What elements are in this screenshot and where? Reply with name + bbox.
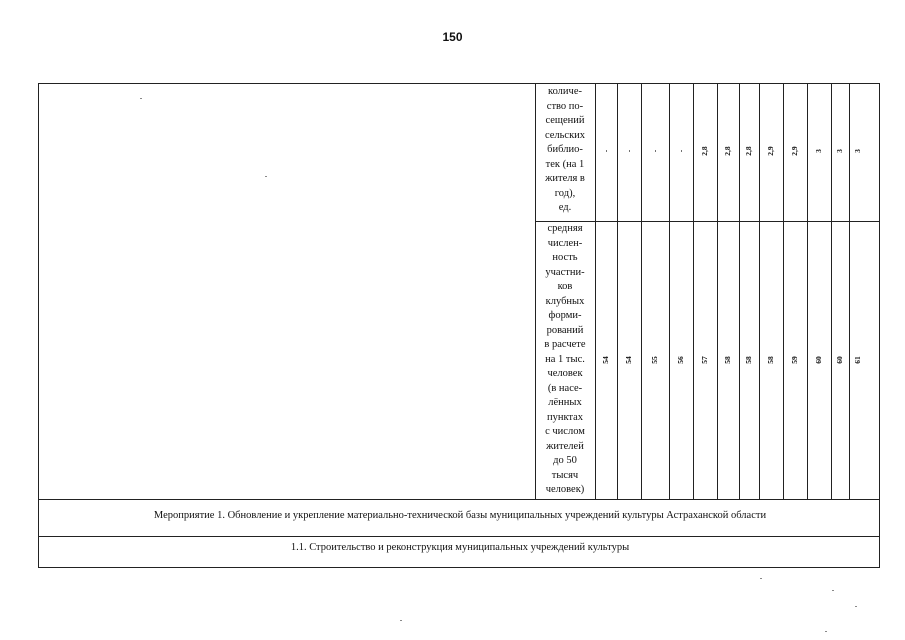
event-title: Мероприятие 1. Обновление и укрепление материально-технической базы муниципальных учреждений культуры Астраханской области [153, 510, 767, 521]
indicator-label: средняя числен- ность участни- ков клубных форми- рований в расчете на 1 тыс. человек (в насе- лённых пунктах с числом жителей до 50 тысяч человек) [544, 223, 586, 495]
table-cell-value: 58 [723, 356, 732, 364]
page-number: 150 [442, 30, 463, 44]
scan-speck [832, 590, 834, 591]
table-cell-value: 3 [835, 149, 844, 153]
table-cell-value: 60 [835, 356, 844, 364]
table-cell-value: 54 [601, 356, 610, 364]
table-cell-value: 54 [624, 356, 633, 364]
column-divider [693, 83, 694, 500]
scan-speck [855, 606, 857, 607]
table-cell-value: 58 [744, 356, 753, 364]
table-cell-value: 2,8 [700, 146, 709, 156]
column-divider [717, 83, 718, 500]
column-divider [783, 83, 784, 500]
column-divider [759, 83, 760, 500]
scan-speck [400, 620, 402, 621]
table-cell-value: 58 [766, 356, 775, 364]
table-cell-value: 57 [700, 356, 709, 364]
table-cell-value: - [601, 149, 610, 153]
table-cell-value: 2,9 [790, 146, 799, 156]
scan-speck [265, 176, 267, 177]
column-divider [669, 83, 670, 500]
table-cell-value: - [624, 149, 633, 153]
column-divider [849, 83, 850, 500]
column-divider [807, 83, 808, 500]
table-cell-value: 59 [790, 356, 799, 364]
indicator-name [536, 85, 594, 216]
table-cell-value: 3 [814, 149, 823, 153]
table-cell-value: 2,8 [744, 146, 753, 156]
table-cell-value: 55 [650, 356, 659, 364]
table-cell-value: 61 [853, 356, 862, 364]
column-divider [739, 83, 740, 500]
scan-speck [140, 98, 142, 99]
scan-speck [760, 578, 762, 579]
column-divider [617, 83, 618, 500]
column-divider [595, 83, 596, 500]
table-cell-value: 56 [676, 356, 685, 364]
table-cell-value: 3 [853, 149, 862, 153]
subsection-title: 1.1. Строительство и реконструкция муниципальных учреждений культуры [290, 542, 630, 553]
indicator-label: количе- ство по- сещений сельских библио- тек (на 1 жителя в год), ед. [544, 86, 586, 213]
column-divider [641, 83, 642, 500]
table-cell-value: 60 [814, 356, 823, 364]
table-cell-value: 2,8 [723, 146, 732, 156]
table-cell-value: 2,9 [766, 146, 775, 156]
scan-speck [825, 631, 827, 632]
indicator-name [536, 222, 594, 498]
table-cell-value: - [650, 149, 659, 153]
table-cell-value: - [676, 149, 685, 153]
column-divider [831, 83, 832, 500]
